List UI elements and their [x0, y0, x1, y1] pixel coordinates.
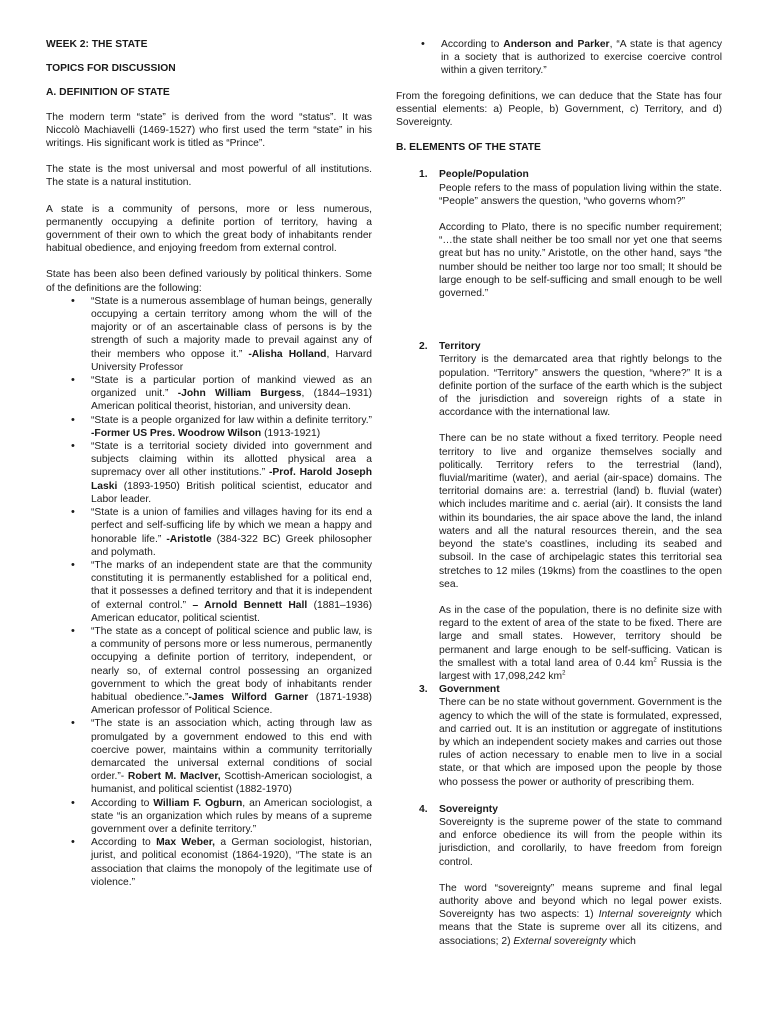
definition-item: • According to Anderson and Parker, “A state is that agency in a society that is authorized to exercise coercive control within a given territory.” — [421, 38, 722, 78]
paragraph-community: A state is a community of persons, more or less numerous, permanently occupying a definite portion of territory, having a government of their own to which the great body of inhabitants render habitual obedience, and enjoying freedom from external control. — [46, 203, 372, 255]
section-a-heading: A. DEFINITION OF STATE — [46, 87, 170, 99]
week-title: WEEK 2: THE STATE — [46, 39, 148, 50]
definition-item: • “State is a union of families and villages having for its end a perfect and self-sufficing life by which we mean a happy and honorable life.” -Aristotle (384-322 BC) Greek philosopher and polymath. — [71, 506, 372, 559]
definition-item: • According to Max Weber, a German sociologist, historian, jurist, and political economist (1864-1920), “The state is an association that claims the monopoly of the legitimate use of violence.” — [71, 836, 372, 889]
element-paragraph: The word “sovereignty” means supreme and final legal authority above and beyond which no legal power exists. Sovereignty has two aspects: 1) Internal sovereignty which means that the State is supreme over all its citizens, and associations; 2) External sovereignty which — [439, 882, 723, 947]
element-paragraph: As in the case of the population, there is no definite size with regard to the extent of area of the state to be fixed. There are large and small states. However, territory should be permanent and large enough to be self-sufficing. Vatican is the smallest with a total land area of 0.44 $km^2$ Russia is the largest with 17,098,242 $km^2$ — [439, 604, 722, 682]
definition-item: • “State is a territorial society divided into government and subjects claiming within its allotted physical area a supremacy over all other institutions.” -Prof. Harold Joseph Laski (1893-1950) British political scientist, educator and Labor leader. — [71, 440, 372, 506]
elements-list — [419, 168, 722, 947]
section-b-heading: B. ELEMENTS OF THE STATE — [396, 142, 541, 154]
definition-item: • “The marks of an independent state are that the community constituting it is permanently established for a political end, that it possesses a defined territory and that it is independent of external control.” – Arnold Bennett Hall (1881–1936) American educator, political scientist. — [71, 559, 372, 625]
left-column — [46, 38, 372, 889]
element-number: 2. — [419, 341, 428, 353]
element-number: 4. — [419, 803, 428, 815]
element-paragraph: Sovereignty is the supreme power of the state to command and enforce obedience its will from the people within its jurisdiction, and corollarily, to have freedom from foreign control. — [439, 816, 722, 868]
definition-item: • “State is a numerous assemblage of human beings, generally occupying a certain territory among whom the will of the majority or of an ascertainable class of persons is by the strength of such a majority made to prevail against any of their members who oppose it.” -Alisha Holland, Harvard University Professor — [71, 295, 372, 374]
paragraph-universal: The state is the most universal and most powerful of all institutions. The state is a natural institution. — [46, 164, 372, 189]
topics-heading: TOPICS FOR DISCUSSION — [46, 63, 176, 75]
element-title: Government — [439, 684, 500, 696]
element-territory — [419, 340, 722, 683]
definition-item: • “The state as a concept of political science and public law, is a community of persons more or less numerous, permanently occupying a definite portion of territory, independent, or nearly so, of external control possessing an organized government to which the great body of inhabitants render habitual obedience.”-James Wilford Garner (1871-1938) American professor of Political Science. — [71, 625, 372, 717]
element-number: 1. — [419, 169, 428, 181]
element-paragraph: According to Plato, there is no specific number requirement; “…the state shall neither be too small nor yet one that seems great but has no unity.” Aristotle, on the other hand, says “the number should be neither too large nor too small; It should be large enough to be self-sufficing and small enough to be well governed.” — [439, 222, 722, 300]
definition-item: • According to William F. Ogburn, an American sociologist, a state “is an organization which rules by means of a supreme government over a definite territory.” — [71, 797, 372, 837]
right-column — [396, 38, 722, 948]
element-title: Sovereignty — [439, 803, 498, 815]
element-government — [419, 683, 722, 789]
definition-item: • “State is a people organized for law within a definite territory.” -Former US Pres. Woodrow Wilson (1913-1921) — [71, 414, 372, 440]
paragraph-origin: The modern term “state” is derived from the word “status”. It was Niccolò Machiavelli (1469-1527) who first used the term “state” in his writings. His significant work is titled as “Prince”. — [46, 111, 372, 150]
paragraph-definitions-intro: State has been also been defined variously by political thinkers. Some of the definitions are the following: — [46, 269, 372, 294]
element-paragraph: There can be no state without government. Government is the agency to which the will of the state is formulated, expressed, and carried out. It is an institution or aggregate of institutions by which an independent society makes and carries out those rules of action necessary to enable men to live in a social state, or that which are imposed upon the people by those who possess the power or authority of prescribing them. — [439, 697, 722, 788]
element-paragraph: People refers to the mass of population living within the state. “People” answers the question, “who governs whom?” — [439, 182, 722, 207]
definitions-list-continued — [421, 38, 722, 78]
definition-item: • “The state is an association which, acting through law as promulgated by a government endowed to this end with coercive power, maintains within a community territorially demarcated the universal external conditions of social order.”- Robert M. MacIver, Scottish-American sociologist, a humanist, and political scientist (1882-1970) — [71, 717, 372, 796]
element-title: People/Population — [439, 169, 529, 181]
element-title: Territory — [439, 341, 481, 353]
element-paragraph: There can be no state without a fixed territory. People need territory to live and organize themselves socially and politically. Territory refers to the terrestrial (land), fluvial/maritime (water), and aerial (air-space) domains. The territorial domains are: a. terrestrial (land) b. fluvial (water) which includes maritime and c. aerial (air). It consists the land within its boundaries, the air space above the land, the inland waters and all the natural resources therein, and the sea beyond the state's coastlines, including its seabed and subsoil. In the case of archipelagic states this territorial sea stretches to 12 miles (19kms) from the coastlines to the open sea. — [439, 433, 722, 590]
element-paragraph: Territory is the demarcated area that rightly belongs to the population. “Territory” answers the question, “where?” It is a definite portion of the surface of the earth which is the subject of the jurisdiction and sovereign rights of a state in accordance with the international law. — [439, 354, 722, 419]
definition-item: • “State is a particular portion of mankind viewed as an organized unit.” -John William Burgess, (1844–1931) American political theorist, historian, and university dean. — [71, 374, 372, 414]
element-number: 3. — [419, 684, 428, 696]
element-people — [419, 168, 722, 300]
paragraph-deduction: From the foregoing definitions, we can deduce that the State has four essential elements: a) People, b) Government, c) Territory, and d) Sovereignty. — [396, 90, 722, 129]
definitions-list — [71, 295, 372, 889]
element-sovereignty — [419, 803, 722, 948]
